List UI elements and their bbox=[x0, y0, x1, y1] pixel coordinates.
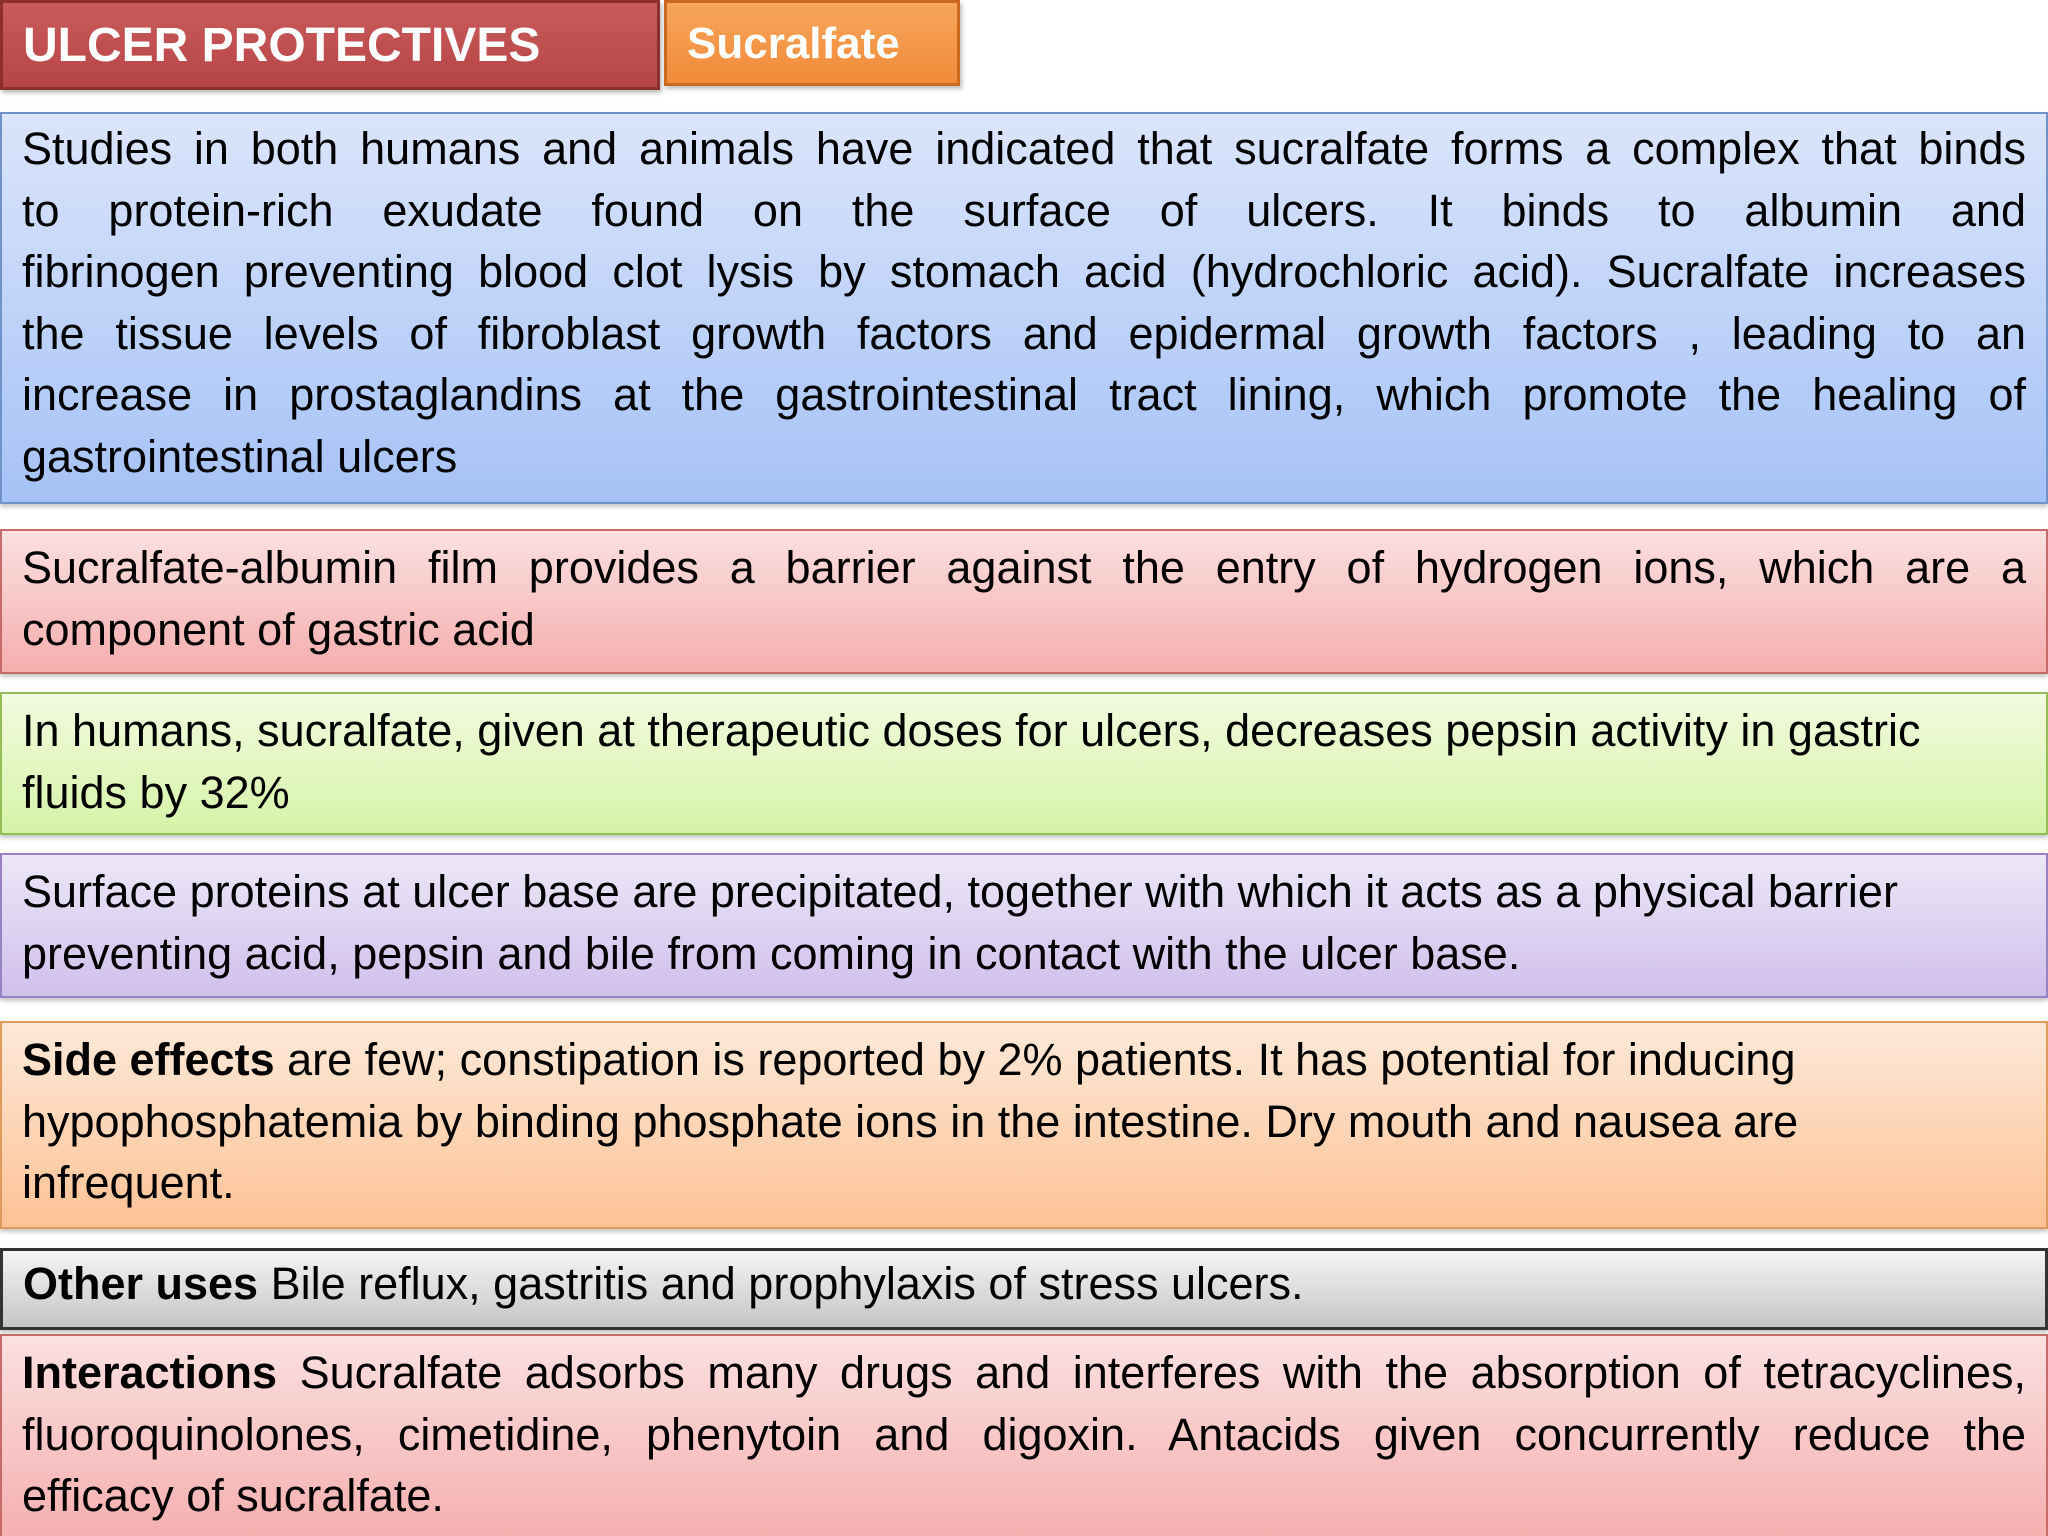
interactions-line: fluoroquinolones, cimetidine, phenytoin and digoxin. Antacids given concurrently reduce the bbox=[22, 1408, 2026, 1460]
mechanism-line: to protein-rich exudate found on the surface of ulcers. It binds to albumin and bbox=[22, 184, 2026, 236]
drug-name-tab: Sucralfate bbox=[664, 0, 960, 86]
interactions-text: Sucralfate adsorbs many drugs and interferes with the absorption of tetracyclines, bbox=[277, 1347, 2026, 1398]
side-effects-line: hypophosphatemia by binding phosphate ions in the intestine. Dry mouth and nausea are bbox=[22, 1095, 1799, 1147]
side-effects-text: are few; constipation is reported by 2% patients. It has potential for inducing bbox=[274, 1034, 1796, 1085]
pepsin-line: In humans, sucralfate, given at therapeutic doses for ulcers, decreases pepsin activity in gastric bbox=[22, 705, 1921, 756]
side-effects-line bbox=[22, 1029, 2026, 1091]
barrier-line: Sucralfate-albumin film provides a barrier against the entry of hydrogen ions, which are a bbox=[22, 542, 2026, 593]
slide-title: ULCER PROTECTIVES bbox=[0, 0, 660, 90]
mechanism-box bbox=[0, 112, 2048, 504]
other-uses-text: Bile reflux, gastritis and prophylaxis of stress ulcers. bbox=[258, 1258, 1304, 1309]
mechanism-line: increase in prostaglandins at the gastrointestinal tract lining, which promote the healing of bbox=[22, 369, 2026, 420]
interactions-line bbox=[22, 1342, 2026, 1404]
interactions-box bbox=[0, 1334, 2048, 1536]
mechanism-line: the tissue levels of fibroblast growth factors and epidermal growth factors , leading to an bbox=[22, 307, 2026, 359]
mechanism-line: gastrointestinal ulcers bbox=[22, 430, 458, 482]
other-uses-label: Other uses bbox=[23, 1258, 259, 1309]
interactions-line: efficacy of sucralfate. bbox=[22, 1470, 444, 1521]
pepsin-line: fluids by 32% bbox=[22, 766, 290, 818]
mechanism-line: fibrinogen preventing blood clot lysis by stomach acid (hydrochloric acid). Sucralfate increases bbox=[22, 246, 2026, 297]
surface-proteins-box bbox=[0, 853, 2048, 998]
mechanism-line: Studies in both humans and animals have indicated that sucralfate forms a complex that binds bbox=[22, 123, 2026, 174]
interactions-label: Interactions bbox=[22, 1347, 278, 1398]
other-uses-line bbox=[23, 1253, 2025, 1315]
other-uses-box bbox=[0, 1248, 2048, 1330]
surface-line: Surface proteins at ulcer base are precipitated, together with which it acts as a physical barrier bbox=[22, 866, 1898, 917]
surface-line: preventing acid, pepsin and bile from coming in contact with the ulcer base. bbox=[22, 927, 1521, 979]
side-effects-line: infrequent. bbox=[22, 1157, 235, 1208]
barrier-box bbox=[0, 529, 2048, 674]
side-effects-label: Side effects bbox=[22, 1034, 275, 1085]
side-effects-box bbox=[0, 1021, 2048, 1229]
barrier-line: component of gastric acid bbox=[22, 603, 535, 655]
pepsin-box bbox=[0, 692, 2048, 835]
